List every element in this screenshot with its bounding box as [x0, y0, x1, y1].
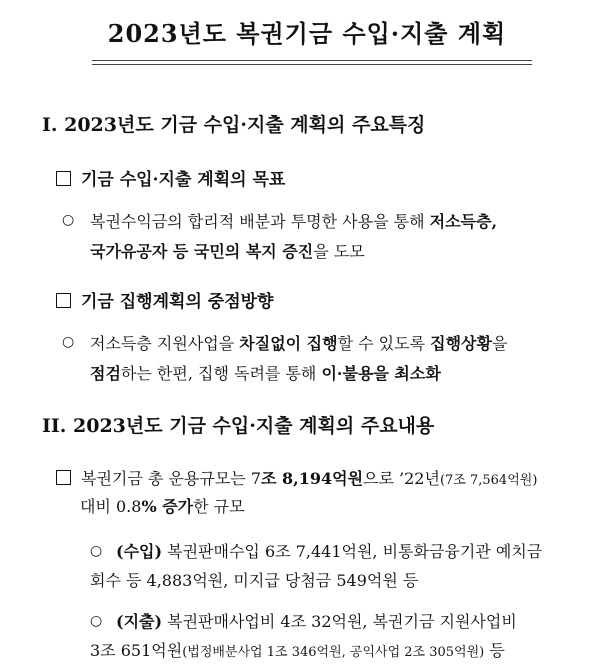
- bullet-circle-icon: ○: [62, 212, 75, 228]
- bullet-circle-icon: ○: [62, 334, 75, 350]
- expense-line2: 3조 651억원(법정배분사업 1조 346억원, 공익사업 2조 305억원) 등: [90, 641, 505, 660]
- sub2-text-line1: 저소득층 지원사업을 차질없이 집행할 수 있도록 집행상황을: [90, 334, 508, 353]
- bullet-circle-icon: ○: [90, 613, 103, 629]
- section-2-para1-line2: 대비 0.8% 증가한 규모: [80, 497, 245, 516]
- section-2-para1-line1: 복권기금 총 운용규모는 7조 8,194억원으로 ’22년(7조 7,564억원): [56, 466, 537, 489]
- expense-line1: (지출) 복권판매사업비 4조 32억원, 복권기금 지원사업비: [116, 612, 517, 631]
- section-1-heading: I. 2023년도 기금 수입·지출 계획의 주요특징: [42, 114, 426, 136]
- section-2-heading: II. 2023년도 기금 수입·지출 계획의 주요내용: [42, 415, 435, 437]
- income-line1: (수입) 복권판매수입 6조 7,441억원, 비통화금융기관 예치금: [116, 542, 543, 561]
- page-title: 2023년도 복권기금 수입·지출 계획: [107, 19, 507, 48]
- checkbox-square-icon: [56, 293, 71, 308]
- checkbox-square-icon: [56, 171, 71, 186]
- section-1-sub2-heading: 기금 집행계획의 중점방향: [56, 287, 273, 312]
- sub2-text-line2: 점검하는 한편, 집행 독려를 통해 이·불용을 최소화: [90, 364, 441, 383]
- section-1-sub1-heading: 기금 수입·지출 계획의 목표: [56, 165, 285, 190]
- checkbox-square-icon: [56, 470, 71, 485]
- bullet-circle-icon: ○: [90, 543, 103, 559]
- sub1-text-line1: 복권수익금의 합리적 배분과 투명한 사용을 통해 저소득층,: [90, 212, 498, 231]
- sub1-text-line2: 국가유공자 등 국민의 복지 증진을 도모: [90, 242, 365, 261]
- income-line2: 회수 등 4,883억원, 미지급 당첨금 549억원 등: [90, 571, 419, 590]
- title-underline-bottom: [92, 64, 532, 65]
- title-underline-top: [92, 60, 532, 61]
